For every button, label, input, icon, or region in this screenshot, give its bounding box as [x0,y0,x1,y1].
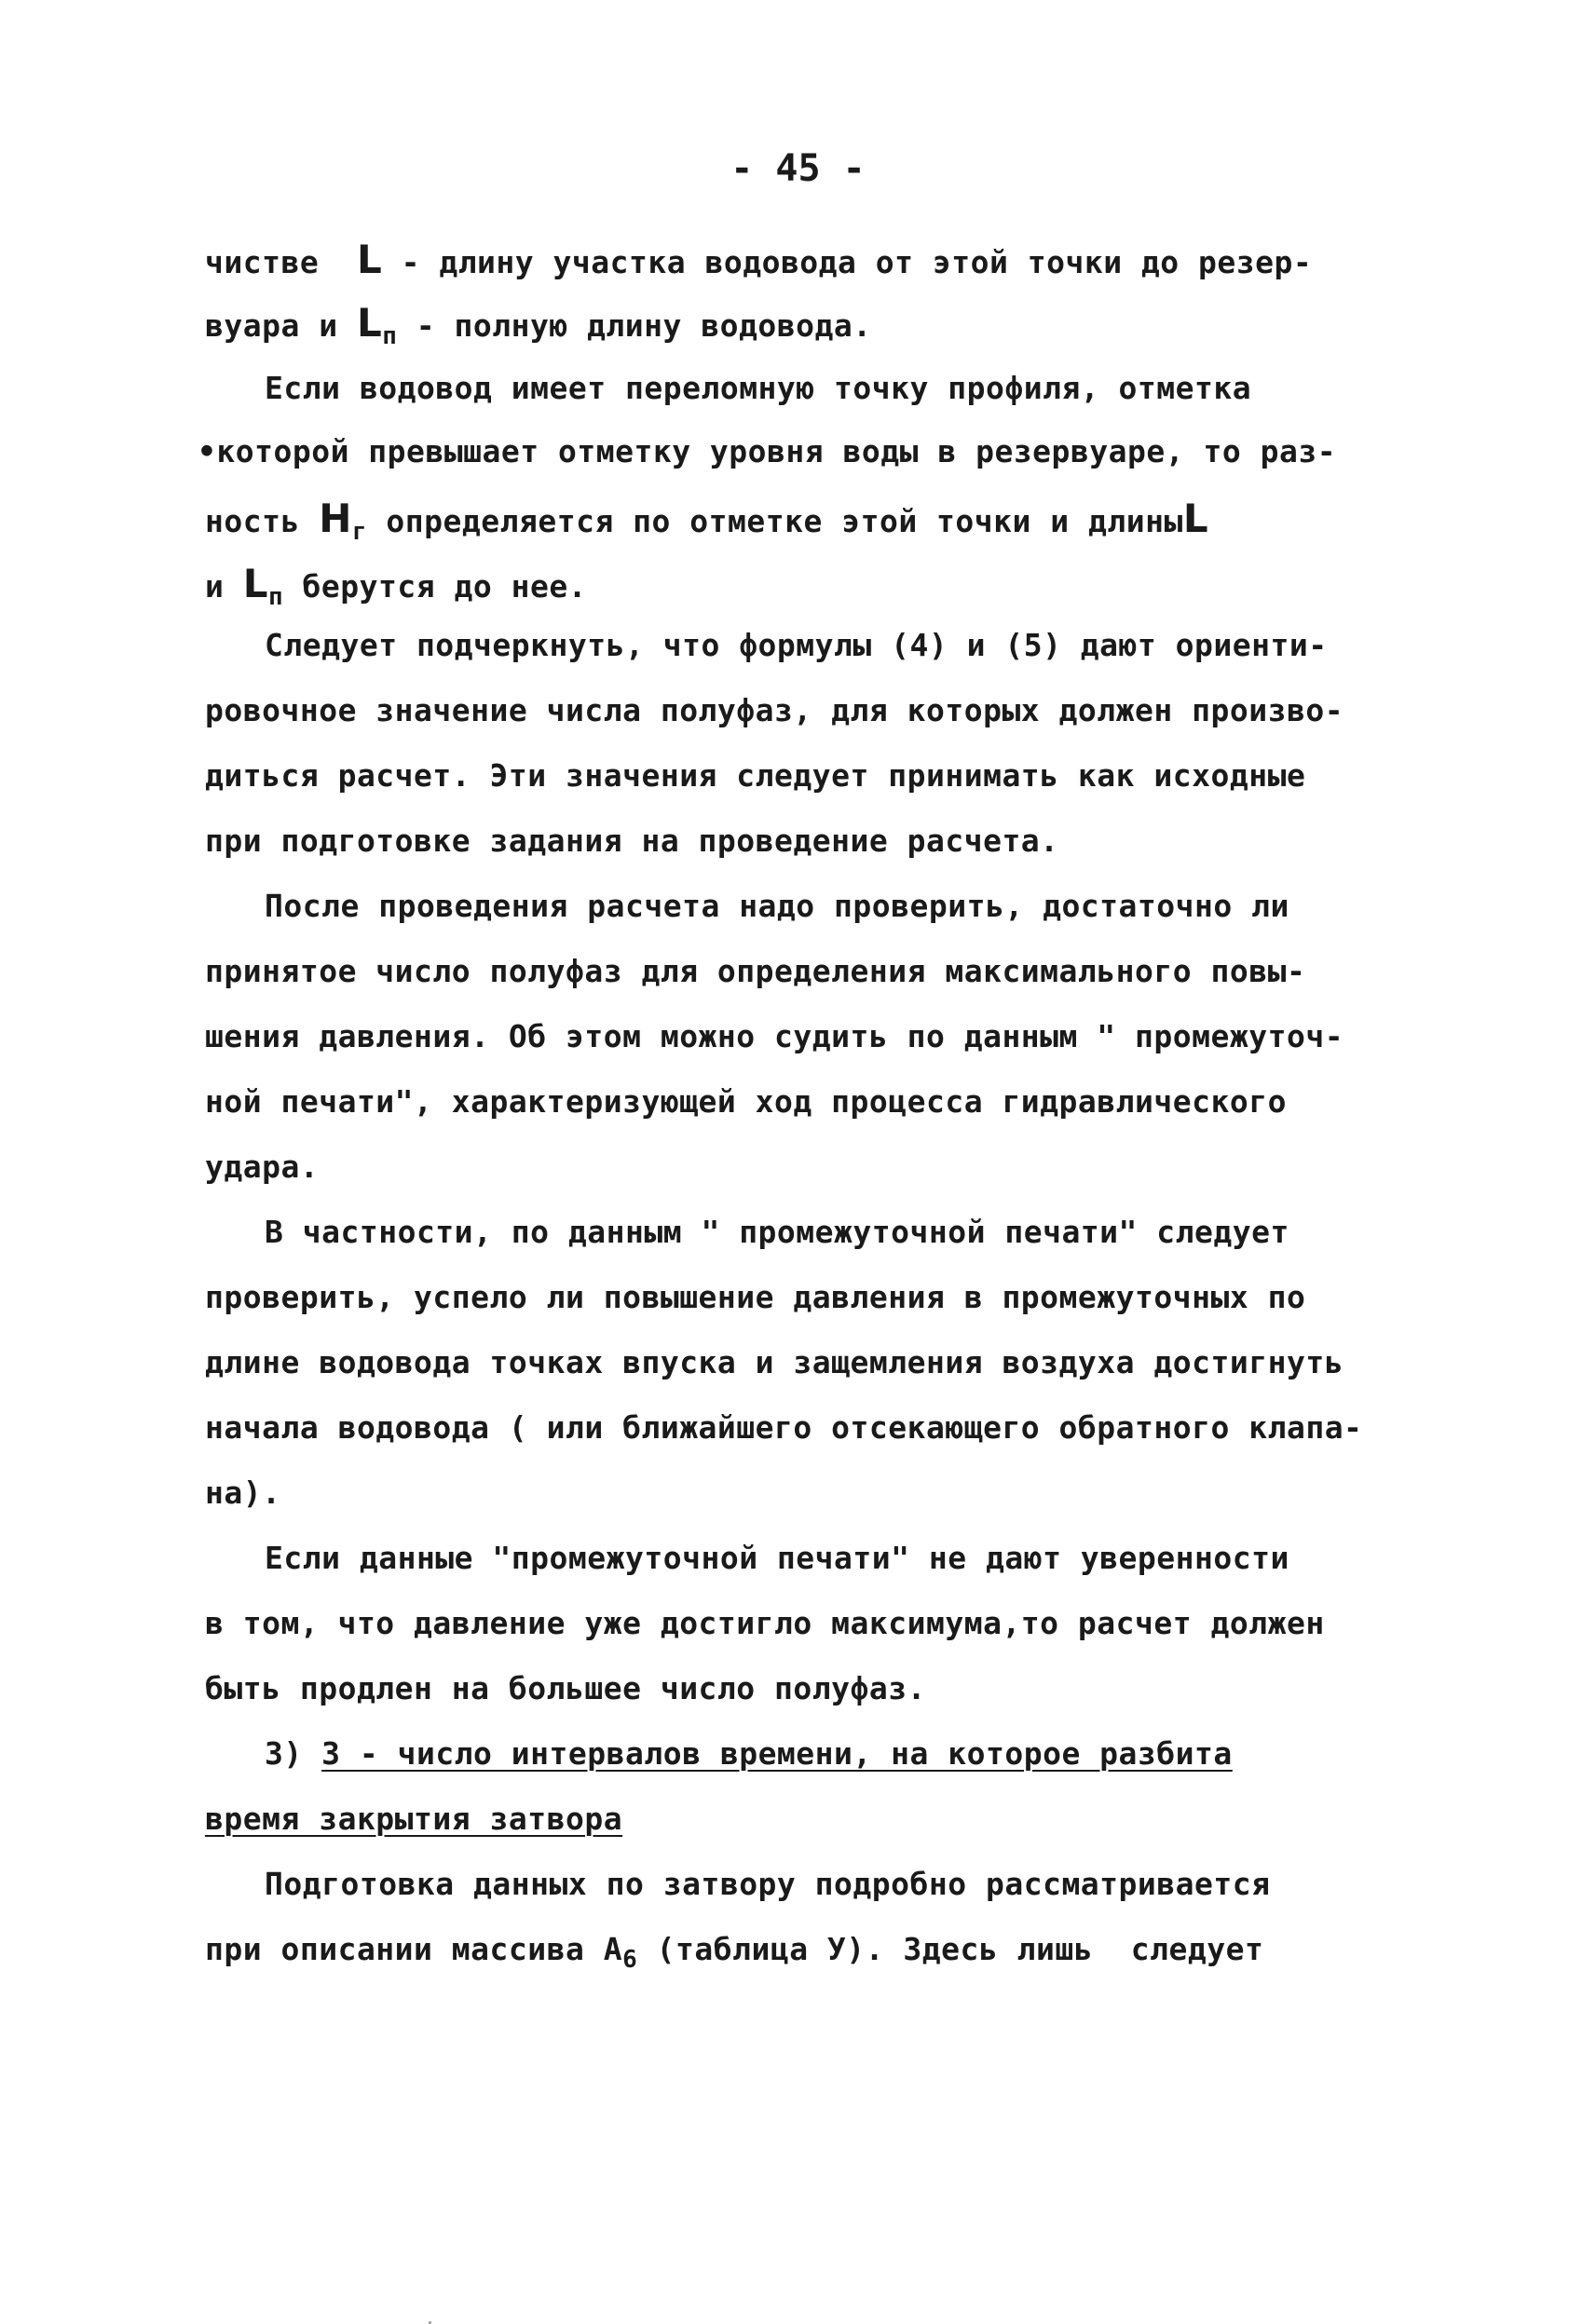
text-line [205,1670,926,1706]
text-run: чистве [205,244,357,280]
text-run: ровочное значение числа полуфаз, для которых должен произво- [205,692,1344,728]
subscript: 6 [622,1946,638,1974]
subscript: п [268,583,284,611]
text-run: берутся до нее. [283,568,588,605]
text-line [198,433,1337,469]
text-line [205,822,1059,859]
text-line [265,1866,1271,1902]
text-run: (таблица У). Здесь лишь следует [637,1931,1264,1967]
text-run: начала водовода ( или ближайшего отсекающего обратного клапа- [205,1409,1363,1446]
text-line [205,953,1306,989]
text-line [205,300,872,350]
subscript: г [351,518,368,546]
text-run: определяется по отметке этой точки и длины [367,503,1183,539]
underlined-heading: время закрытия затвора [205,1801,623,1837]
text-line [265,1540,1289,1576]
text-run: шения давления. Об этом можно судить по данным " промежуточ- [205,1018,1344,1054]
text-run: в том, что давление уже достигло максимума,то расчет должен [205,1605,1325,1641]
text-line [205,237,1313,282]
text-line [205,1344,1344,1380]
text-run: В частности, по данным " промежуточной печати" следует [265,1214,1289,1250]
text-line [265,1735,1233,1772]
text-run: диться расчет. Эти значения следует принимать как исходные [205,757,1306,794]
text-line [265,1214,1289,1250]
text-line [205,1801,623,1837]
text-line [205,561,588,611]
page-number: - 45 - [730,147,866,190]
math-symbol: L [356,300,383,346]
text-run: при описании массива А [205,1931,623,1967]
text-line [205,757,1306,794]
text-run: ной печати", характеризующей ход процесса гидравлического [205,1083,1287,1120]
text-run: вуара и [205,307,357,344]
text-run: удара. [205,1148,320,1185]
text-run: быть продлен на большее число полуфаз. [205,1670,926,1706]
text-run: при подготовке задания на проведение расчета. [205,822,1059,859]
text-run: длине водовода точках впуска и защемления воздуха достигнуть [205,1344,1344,1380]
text-line [205,1148,320,1185]
text-run: и [205,568,243,605]
text-line [205,692,1344,728]
text-run: Если водовод имеет переломную точку профиля, отметка [265,370,1252,406]
text-line [265,888,1289,924]
text-line [205,496,1209,546]
math-symbol: L [1182,496,1209,541]
text-run: Подготовка данных по затвору подробно рассматривается [265,1866,1271,1902]
text-line [205,1018,1344,1054]
text-run: ность [205,503,320,539]
text-run: - полную длину водовода. [397,307,872,344]
text-run: •которой превышает отметку уровня воды в резервуаре, то раз- [198,433,1337,469]
text-line [205,1931,1264,1974]
text-run: После проведения расчета надо проверить, достаточно ли [265,888,1289,924]
text-line [205,1083,1287,1120]
text-run: на). [205,1475,281,1511]
text-line [265,627,1328,663]
text-run: проверить, успело ли повышение давления в промежуточных по [205,1279,1306,1315]
text-line [265,370,1252,406]
underlined-heading: 3 - число интервалов времени, на которое разбита [321,1735,1233,1772]
math-symbol: H [319,496,352,541]
text-run: 3) [265,1735,322,1772]
text-run: принятое число полуфаз для определения максимального повы- [205,953,1306,989]
text-run: - длину участка водовода от этой точки до резер- [382,244,1313,280]
text-line [205,1605,1325,1641]
math-symbol: L [242,561,269,606]
text-line [205,1279,1306,1315]
math-symbol: L [356,237,383,282]
text-line [205,1475,281,1511]
subscript: п [382,322,398,350]
text-run: Следует подчеркнуть, что формулы (4) и (5) дают ориенти- [265,627,1328,663]
text-line [205,1409,1363,1446]
text-run: Если данные "промежуточной печати" не дают уверенности [265,1540,1289,1576]
